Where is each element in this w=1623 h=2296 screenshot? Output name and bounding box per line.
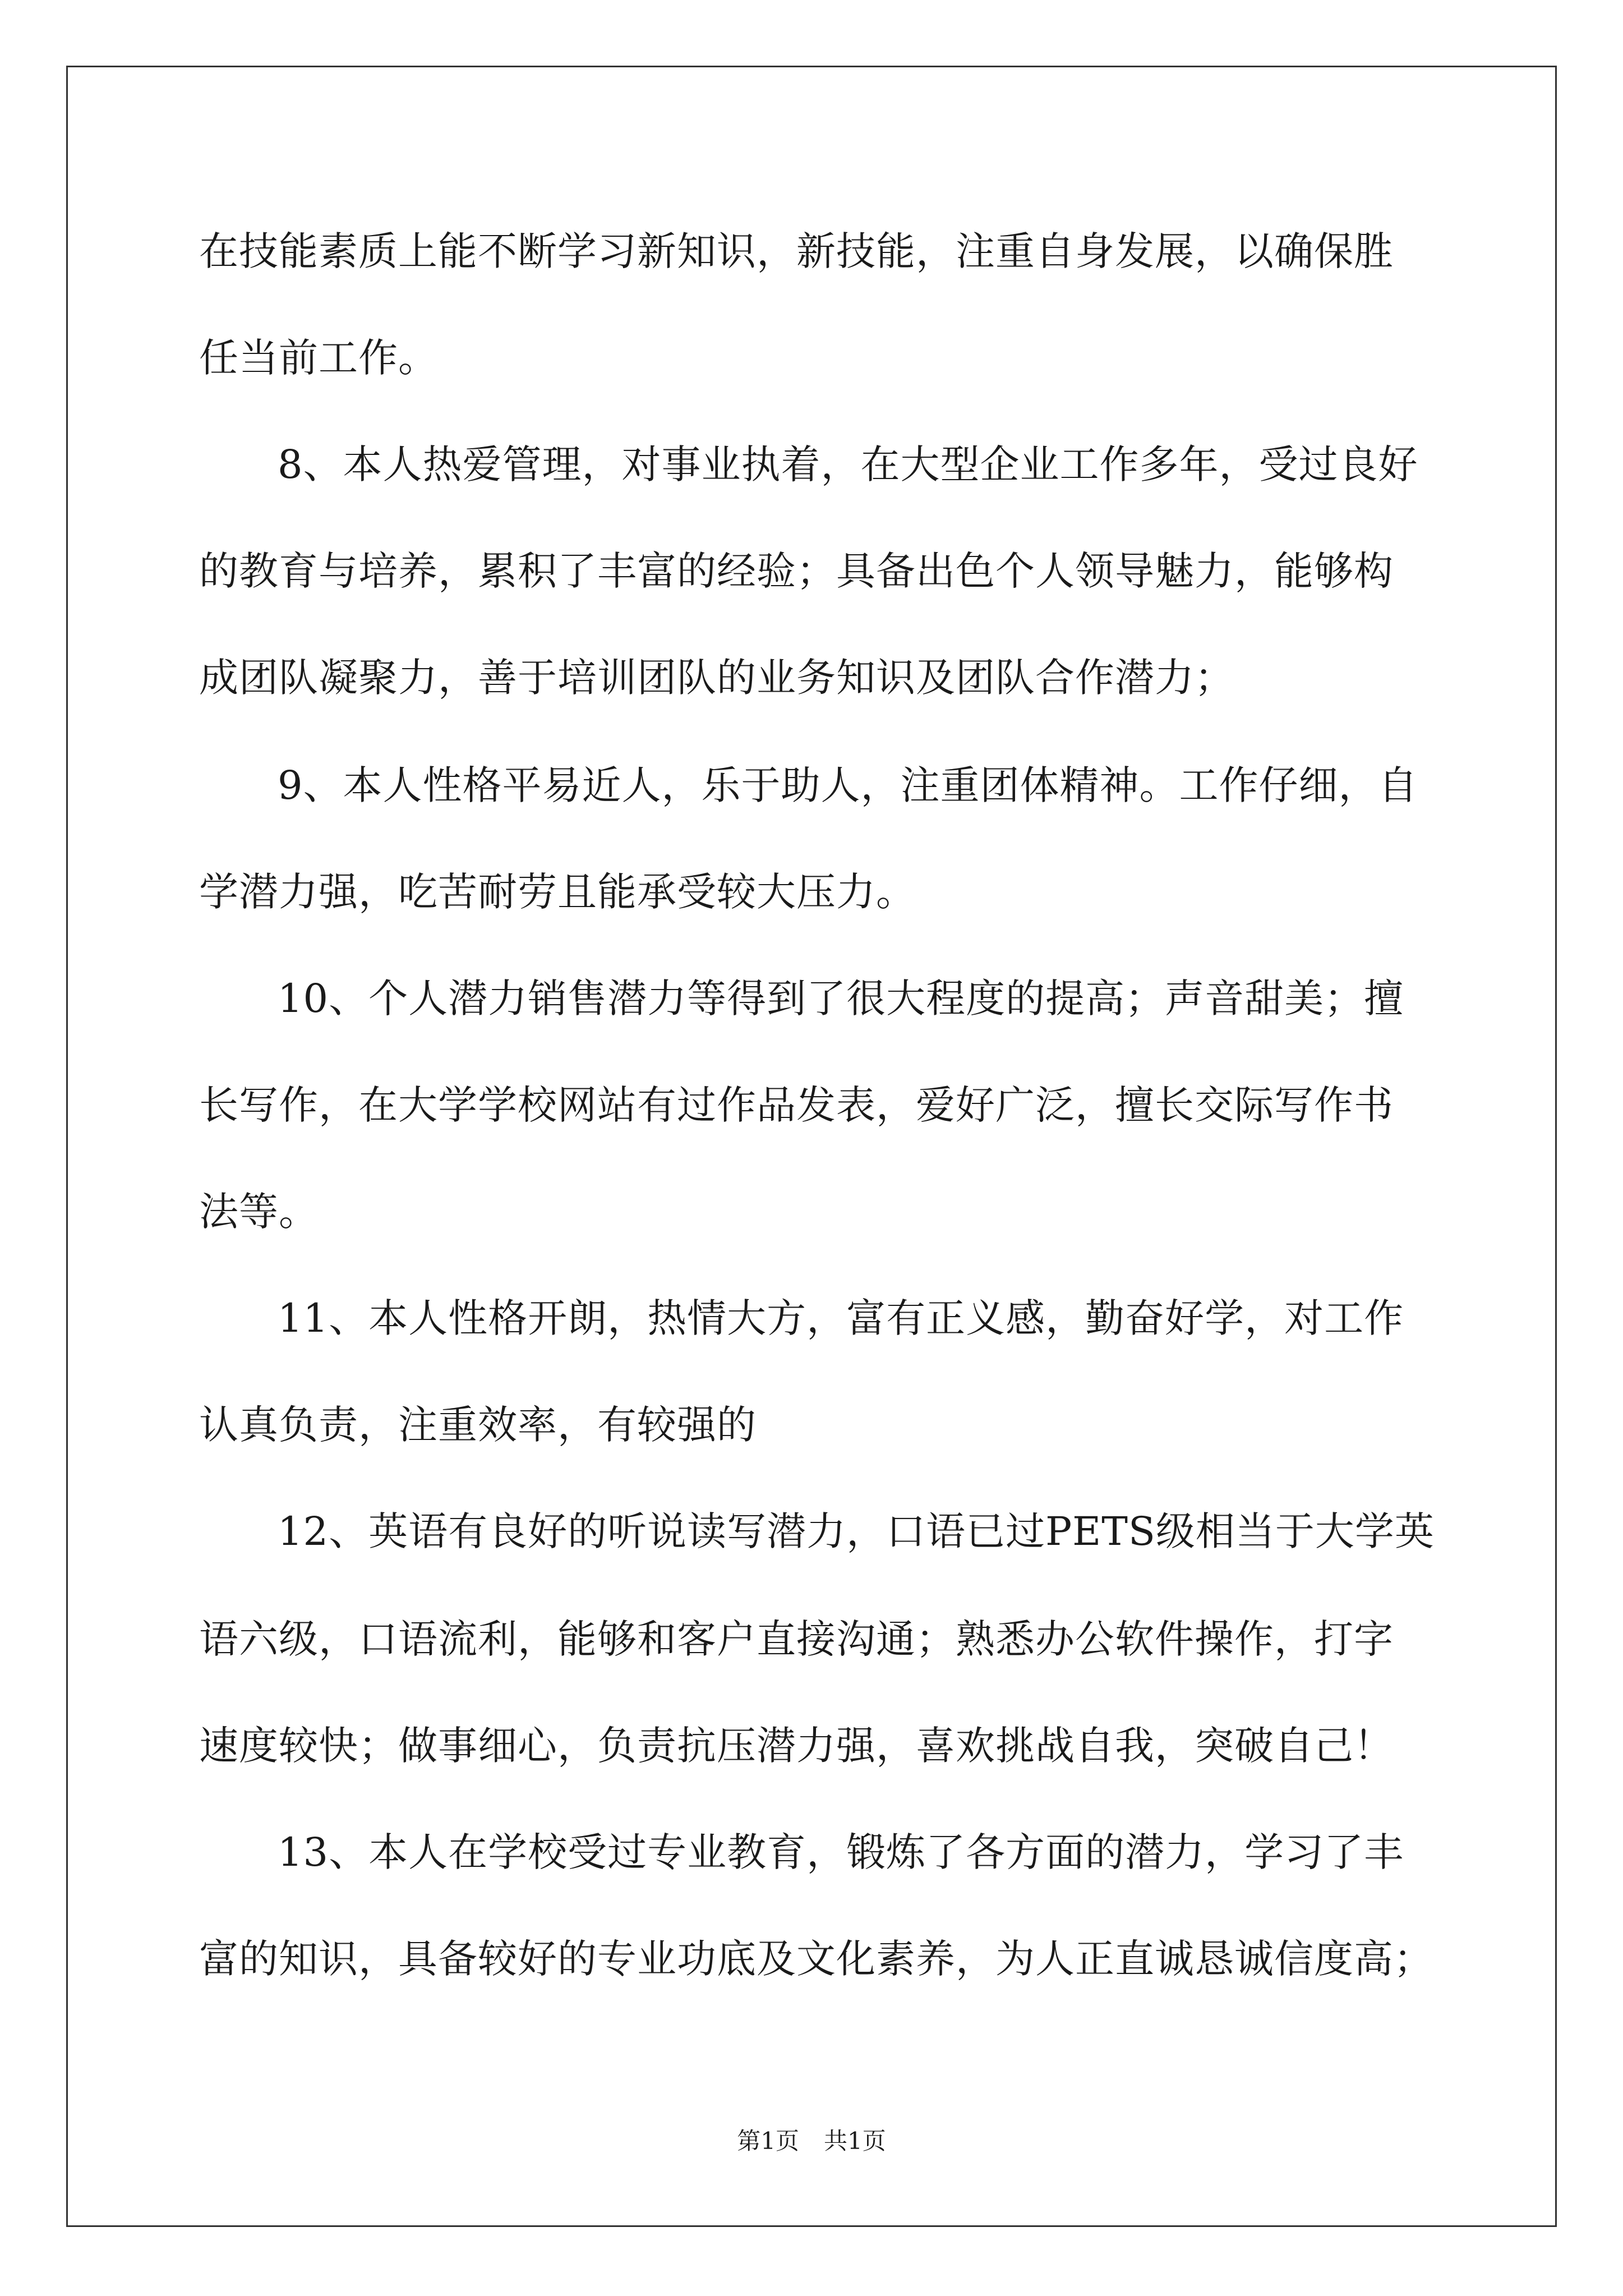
text-line: 法等。 (199, 1189, 319, 1235)
text-line: 10、个人潜力销售潜力等得到了很大程度的提高；声音甜美；擅 (278, 976, 1404, 1022)
text-line: 8、本人热爱管理，对事业执着，在大型企业工作多年，受过良好 (278, 441, 1418, 487)
text-line: 12、英语有良好的听说读写潜力，口语已过PETS级相当于大学英 (278, 1508, 1435, 1554)
text-line: 9、本人性格平易近人，乐于助人，注重团体精神。工作仔细，自 (278, 762, 1418, 808)
text-line: 富的知识，具备较好的专业功底及文化素养，为人正直诚恳诚信度高； (199, 1936, 1433, 1982)
text-line: 在技能素质上能不断学习新知识，新技能，注重自身发展，以确保胜 (199, 228, 1394, 274)
text-line: 的教育与培养，累积了丰富的经验；具备出色个人领导魅力，能够构 (199, 548, 1394, 594)
text-line: 语六级，口语流利，能够和客户直接沟通；熟悉办公软件操作，打字 (199, 1616, 1394, 1662)
text-line: 长写作，在大学学校网站有过作品发表，爱好广泛，擅长交际写作书 (199, 1082, 1394, 1128)
text-line: 13、本人在学校受过专业教育，锻炼了各方面的潜力，学习了丰 (278, 1829, 1404, 1875)
text-line: 11、本人性格开朗，热情大方，富有正义感，勤奋好学，对工作 (278, 1295, 1404, 1341)
text-line: 认真负责，注重效率，有较强的 (199, 1402, 757, 1448)
page-border (66, 66, 1557, 2227)
text-line: 速度较快；做事细心，负责抗压潜力强，喜欢挑战自我，突破自己！ (199, 1723, 1394, 1769)
text-line: 任当前工作。 (199, 335, 438, 381)
page-number: 第1页 (737, 2127, 799, 2155)
page-footer (0, 2124, 1623, 2158)
text-line: 成团队凝聚力，善于培训团队的业务知识及团队合作潜力； (199, 655, 1234, 701)
page-total: 共1页 (824, 2127, 886, 2155)
text-line: 学潜力强，吃苦耐劳且能承受较大压力。 (199, 869, 916, 915)
